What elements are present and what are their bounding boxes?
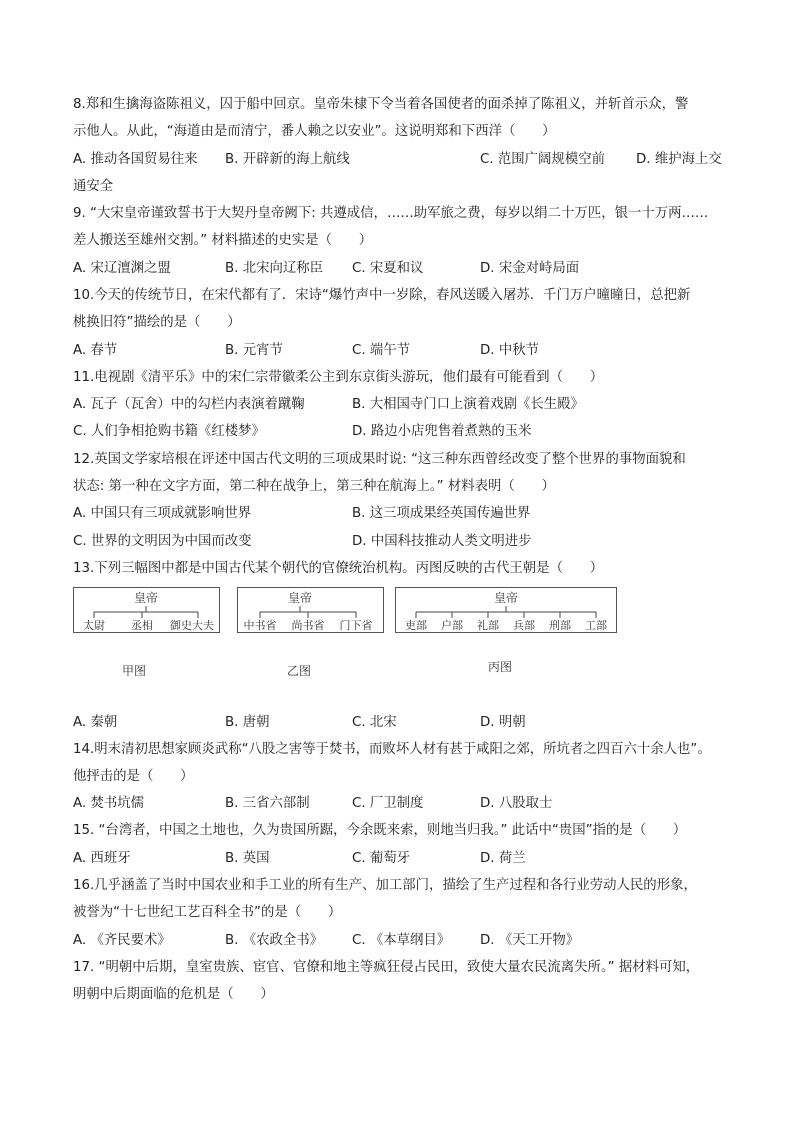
q14-line-1: 14.明末清初思想家顾炎武称“八股之害等于焚书，而败坏人材有甚于咸阳之郊，所坑者之四百六十余人也”。	[73, 742, 711, 757]
jia-caption: 甲图	[122, 664, 147, 678]
q9-option-c: C. 宋夏和议	[352, 261, 424, 276]
q11-line-1: 11.电视剧《清平乐》中的宋仁宗带徽柔公主到东京街头游玩，他们最有可能看到（ ）	[73, 370, 604, 385]
jia-child-2: 丞相	[131, 619, 153, 632]
jia-child-3: 御史大夫	[170, 619, 214, 632]
jia-emperor: 皇帝	[133, 591, 159, 605]
bing-child-1: 吏部	[405, 619, 427, 632]
q16-line-2: 被誉为“十七世纪工艺百科全书”的是（ ）	[73, 905, 342, 920]
q9-option-b: B. 北宋向辽称臣	[225, 261, 324, 276]
q13-option-b: B. 唐朝	[225, 715, 270, 730]
diagram-bing-svg	[396, 588, 616, 632]
q10-line-2: 桃换旧符”描绘的是（ ）	[73, 315, 241, 330]
q16-option-b: B. 《农政全书》	[225, 933, 324, 948]
yi-emperor: 皇帝	[287, 591, 313, 605]
q13-line-1: 13.下列三幅图中都是中国古代某个朝代的官僚统治机构。丙图反映的古代王朝是（ ）	[73, 561, 604, 576]
q8-line-1: 8.郑和生擒海盗陈祖义，囚于船中回京。皇帝朱棣下令当着各国使者的面杀掉了陈祖义，并斩首示众，警	[73, 97, 689, 112]
q8-option-d-continuation: 通安全	[73, 179, 114, 194]
bing-child-6: 工部	[585, 619, 607, 632]
q16-option-d: D. 《天工开物》	[480, 933, 580, 948]
q13-option-a: A. 秦朝	[73, 715, 118, 730]
diagram-jia-svg	[74, 588, 219, 632]
q14-line-2: 他抨击的是（ ）	[73, 769, 194, 784]
q10-line-1: 10.今天的传统节日，在宋代都有了．宋诗“爆竹声中一岁除，春风送暖入屠苏．千门万户曈曈日，总把新	[73, 288, 691, 303]
q8-option-d: D. 维护海上交	[636, 152, 722, 167]
q10-option-a: A. 春节	[73, 343, 118, 358]
q14-option-d: D. 八股取士	[480, 796, 553, 811]
q16-line-1: 16.几乎涵盖了当时中国农业和手工业的所有生产、加工部门，描绘了生产过程和各行业劳动人民的形象，	[73, 878, 697, 893]
q12-option-b: B. 这三项成果经英国传遍世界	[352, 506, 531, 521]
q8-line-2: 示他人。从此，“海道由是而清宁，番人赖之以安业”。这说明郑和下西洋（ ）	[73, 124, 556, 139]
q14-option-b: B. 三省六部制	[225, 796, 310, 811]
q9-option-d: D. 宋金对峙局面	[480, 261, 580, 276]
bing-child-3: 礼部	[477, 619, 499, 632]
diagram-yi	[237, 587, 384, 633]
q10-option-b: B. 元宵节	[225, 343, 283, 358]
q17-line-2: 明朝中后期面临的危机是（ ）	[73, 987, 274, 1002]
q15-option-c: C. 葡萄牙	[352, 851, 411, 866]
q13-option-d: D. 明朝	[480, 715, 526, 730]
q15-option-b: B. 英国	[225, 851, 270, 866]
q11-option-a: A. 瓦子（瓦舍）中的勾栏内表演着蹴鞠	[73, 397, 305, 412]
q12-option-d: D. 中国科技推动人类文明进步	[352, 534, 532, 549]
q9-line-1: 9. “大宋皇帝谨致誓书于大契丹皇帝阙下: 共遵成信，……助军旅之费，每岁以绢二十万匹，银一十万两……	[73, 206, 709, 221]
q11-option-d: D. 路边小店兜售着煮熟的玉米	[352, 424, 532, 439]
q11-option-b: B. 大相国寺门口上演着戏剧《长生殿》	[352, 397, 584, 412]
q10-option-d: D. 中秋节	[480, 343, 539, 358]
yi-child-1: 中书省	[243, 619, 277, 632]
q15-line-1: 15. “台湾者，中国之土地也，久为贵国所踞，今余既来索，则地当归我。” 此话中“贵国”指的是（ ）	[73, 823, 687, 838]
q8-option-a: A. 推动各国贸易往来	[73, 152, 198, 167]
q16-option-c: C. 《本草纲目》	[352, 933, 451, 948]
bing-child-2: 户部	[441, 619, 463, 632]
bing-emperor: 皇帝	[493, 591, 519, 605]
q8-option-c: C. 范围广阔规模空前	[480, 152, 605, 167]
q15-option-d: D. 荷兰	[480, 851, 526, 866]
diagram-yi-svg	[238, 588, 383, 632]
yi-child-3: 门下省	[339, 619, 373, 632]
q8-option-b: B. 开辟新的海上航线	[225, 152, 350, 167]
yi-caption: 乙图	[287, 664, 312, 678]
q9-option-a: A. 宋辽澶渊之盟	[73, 261, 171, 276]
q13-option-c: C. 北宋	[352, 715, 397, 730]
q9-line-2: 差人搬送至雄州交割。” 材料描述的史实是（ ）	[73, 233, 373, 248]
bing-child-4: 兵部	[513, 619, 535, 632]
q12-line-2: 状态: 第一种在文字方面，第二种在战争上，第三种在航海上。” 材料表明（ ）	[73, 479, 555, 494]
bing-caption: 丙图	[488, 660, 513, 674]
diagram-bing	[395, 587, 617, 633]
q14-option-c: C. 厂卫制度	[352, 796, 424, 811]
diagram-jia	[73, 587, 220, 633]
q12-line-1: 12.英国文学家培根在评述中国古代文明的三项成果时说: “这三种东西曾经改变了整个世界的事物面貌和	[73, 452, 686, 467]
q12-option-c: C. 世界的文明因为中国而改变	[73, 534, 252, 549]
q14-option-a: A. 焚书坑儒	[73, 796, 144, 811]
q10-option-c: C. 端午节	[352, 343, 411, 358]
q16-option-a: A. 《齐民要术》	[73, 933, 171, 948]
q15-option-a: A. 西班牙	[73, 851, 131, 866]
q12-option-a: A. 中国只有三项成就影响世界	[73, 506, 252, 521]
jia-child-1: 太尉	[83, 619, 105, 632]
q11-option-c: C. 人们争相抢购书籍《红楼梦》	[73, 424, 265, 439]
yi-child-2: 尚书省	[291, 619, 325, 632]
q17-line-1: 17. “明朝中后期，皇室贵族、宦官、官僚和地主等疯狂侵占民田，致使大量农民流离失所。” 据材料可知，	[73, 960, 700, 975]
bing-child-5: 刑部	[549, 619, 571, 632]
